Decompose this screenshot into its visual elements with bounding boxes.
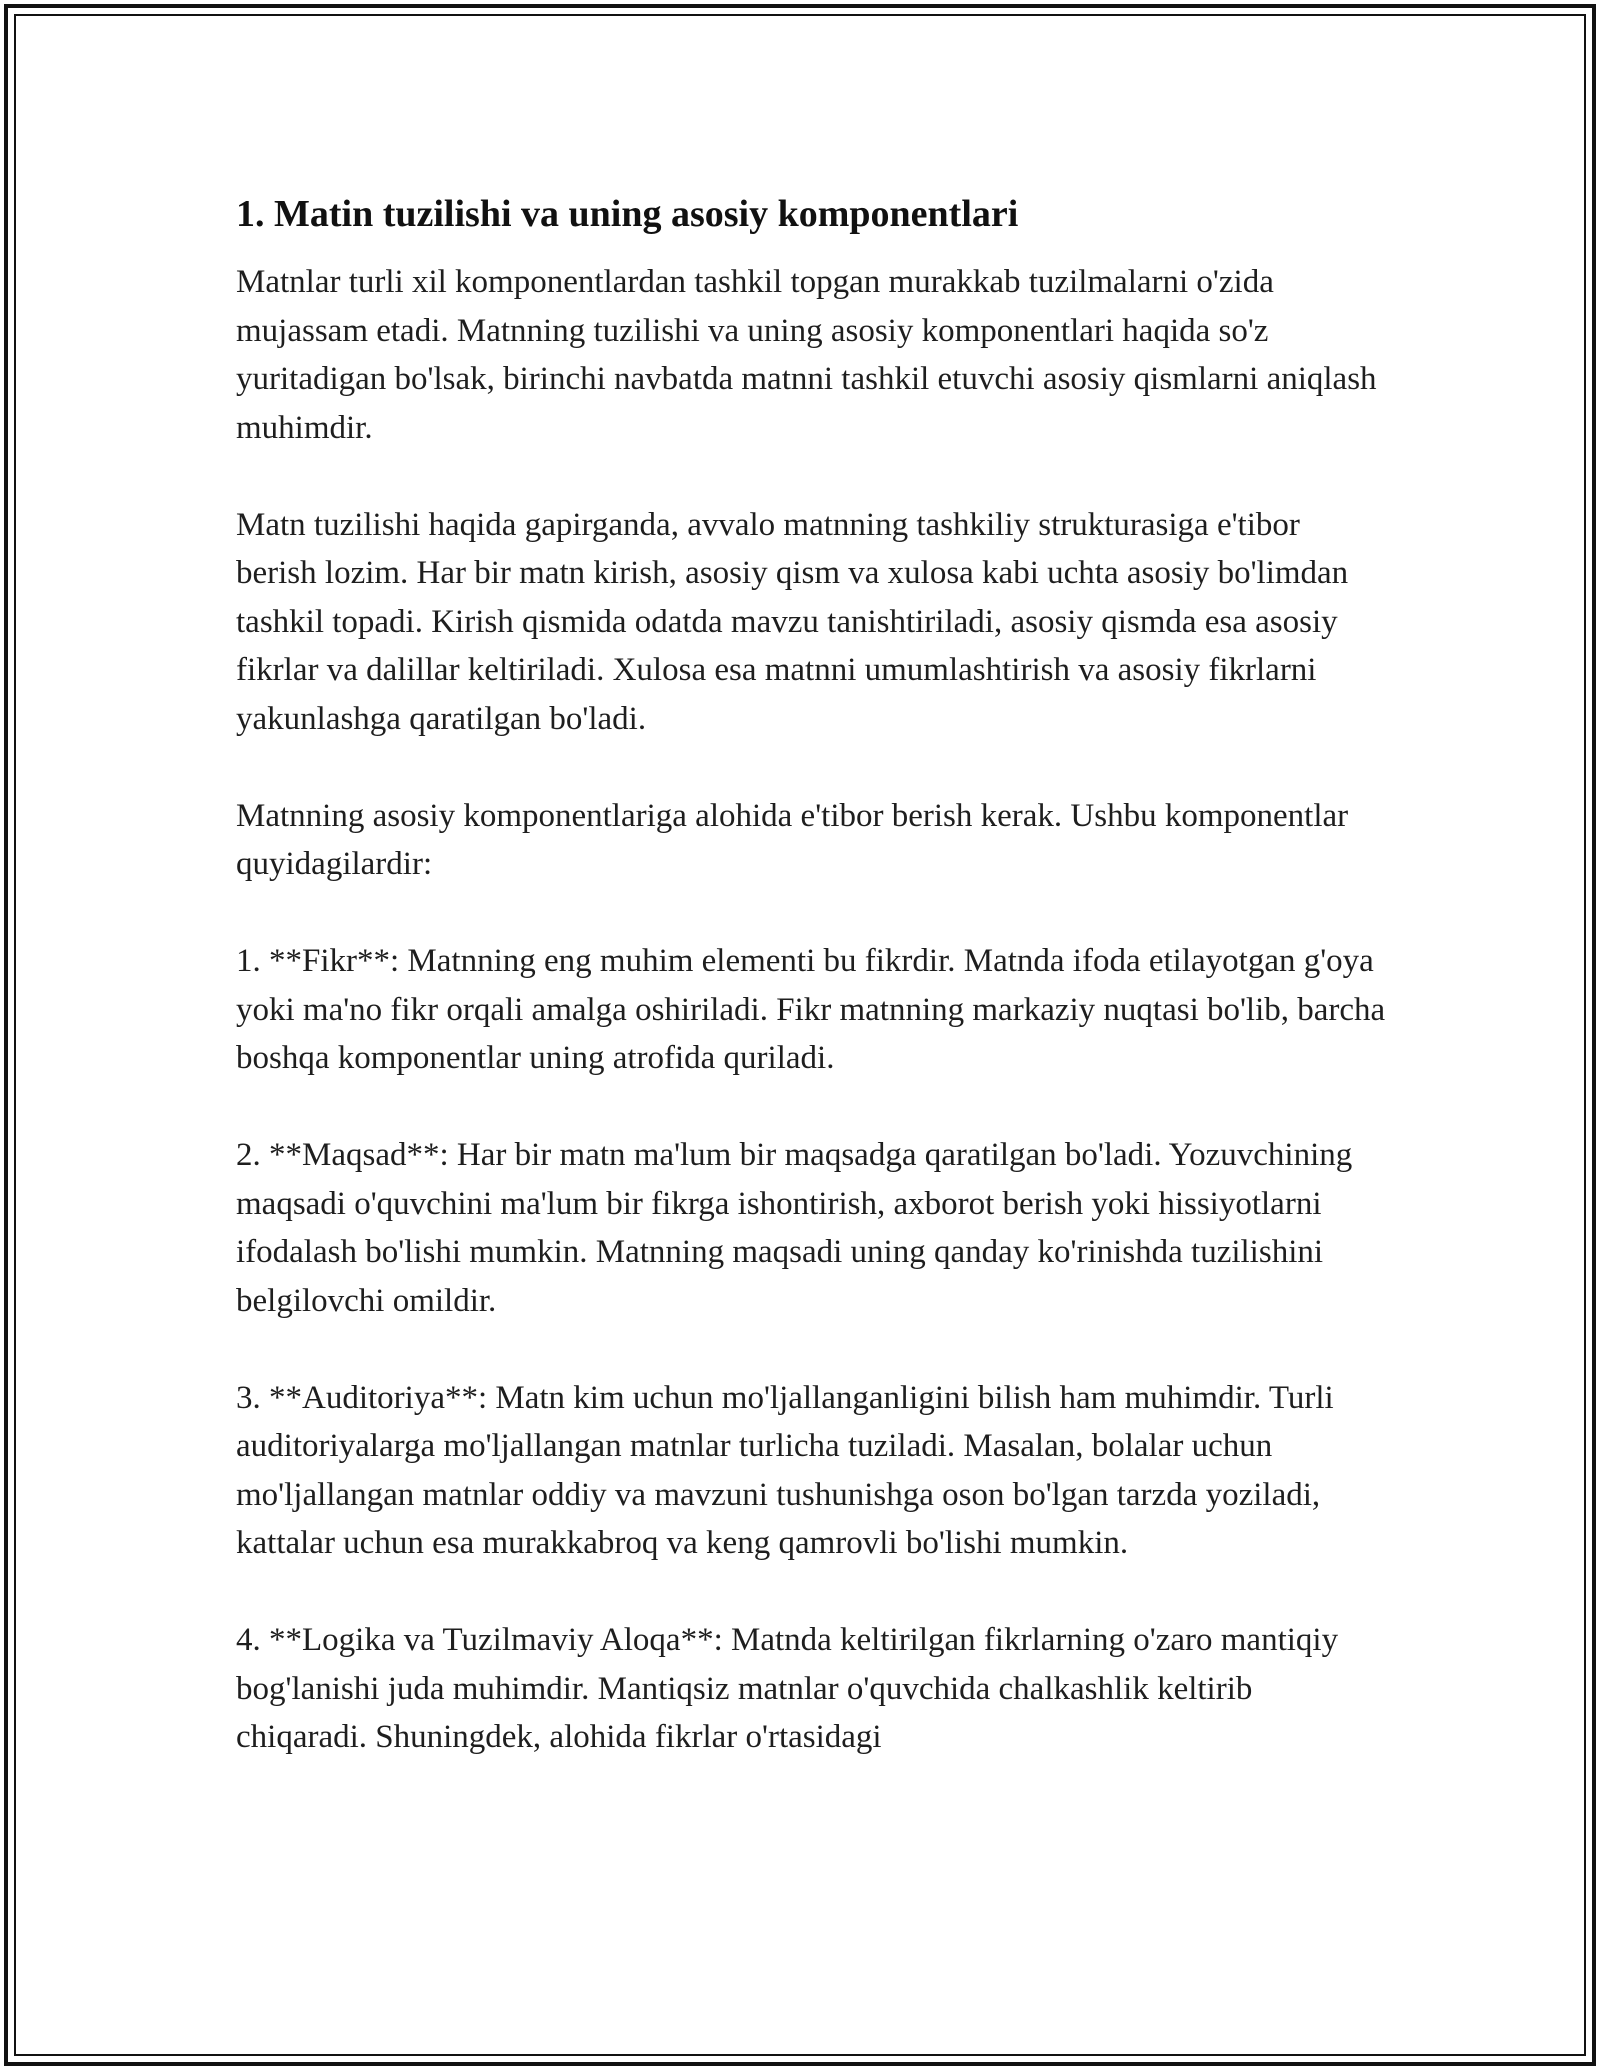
paragraph-structure: Matn tuzilishi haqida gapirganda, avvalo matnning tashkiliy strukturasiga e'tibor berish lozim. Har bir matn kirish, asosiy qism va xulosa kabi uchta asosiy bo'limdan tashkil topadi. Kirish qismida odatda mavzu tanishtiriladi, asosiy qismda esa asosiy fikrlar va dalillar keltiriladi. Xulosa esa matnni umumlashtirish va asosiy fikrlarni yakunlashga qaratilgan bo'ladi. [236, 506, 1349, 737]
list-item-maqsad: 2. **Maqsad**: Har bir matn ma'lum bir maqsadga qaratilgan bo'ladi. Yozuvchining maqsadi o'quvchini ma'lum bir fikrga ishontirish, axborot berish yoki hissiyotlarni ifodalash bo'lishi mumkin. Matnning maqsadi uning qanday ko'rinishda tuzilishini belgilovchi omildir. [236, 1137, 1353, 1319]
paragraph-intro: Matnlar turli xil komponentlardan tashkil topgan murakkab tuzilmalarni o'zida mujassam etadi. Matnning tuzilishi va uning asosiy komponentlari haqida so'z yuritadigan bo'lsak, birinchi navbatda matnni tashkil etuvchi asosiy qismlarni aniqlash muhimdir. [236, 264, 1377, 446]
paragraph-components-intro: Matnning asosiy komponentlariga alohida e'tibor berish kerak. Ushbu komponentlar quyidagilardir: [236, 797, 1349, 882]
list-item-auditoriya: 3. **Auditoriya**: Matn kim uchun mo'ljallanganligini bilish ham muhimdir. Turli auditoriyalarga mo'ljallangan matnlar turlicha tuziladi. Masalan, bolalar uchun mo'ljallangan matnlar oddiy va mavzuni tushunishga oson bo'lgan tarzda yoziladi, kattalar uchun esa murakkabroq va keng qamrovli bo'lishi mumkin. [236, 1379, 1334, 1561]
list-item-logika: 4. **Logika va Tuzilmaviy Aloqa**: Matnda keltirilgan fikrlarning o'zaro mantiqiy bog'lanishi juda muhimdir. Mantiqsiz matnlar o'quvchida chalkashlik keltirib chiqaradi. Shuningdek, alohida fikrlar o'rtasidagi [236, 1622, 1339, 1755]
section-heading: 1. Matin tuzilishi va uning asosiy komponentlari [236, 193, 1019, 235]
list-item-fikr: 1. **Fikr**: Matnning eng muhim elementi bu fikrdir. Matnda ifoda etilayotgan g'oya yoki ma'no fikr orqali amalga oshiriladi. Fikr matnning markaziy nuqtasi bo'lib, barcha boshqa komponentlar uning atrofida quriladi. [236, 943, 1386, 1076]
document-body [236, 186, 1386, 1810]
